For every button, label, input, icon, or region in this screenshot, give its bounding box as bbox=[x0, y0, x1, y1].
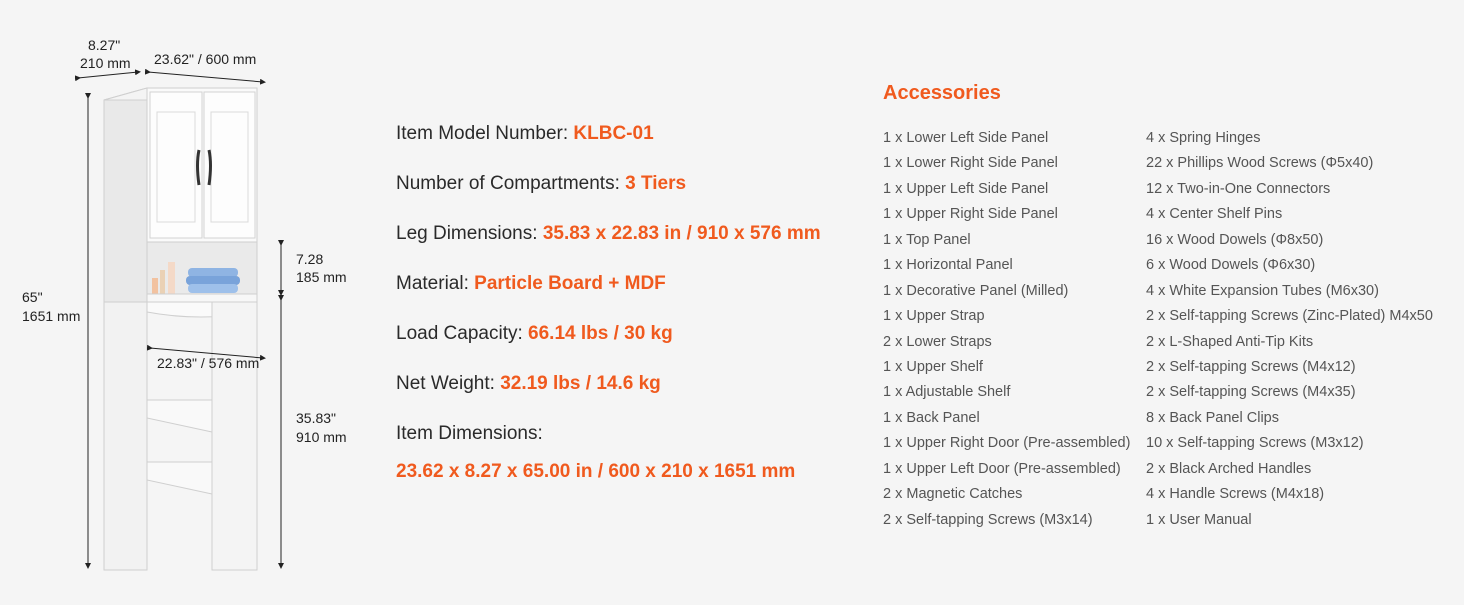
height-imperial: 65" bbox=[22, 289, 43, 305]
spec-weight-label: Net Weight: bbox=[396, 373, 495, 394]
accessory-item: 4 x Spring Hinges bbox=[1146, 130, 1261, 146]
accessory-item: 4 x Center Shelf Pins bbox=[1146, 206, 1283, 223]
spec-item-dims-value: 23.62 x 8.27 x 65.00 in / 600 x 210 x 1651 mm bbox=[396, 461, 796, 482]
spec-leg-value: 35.83 x 22.83 in / 910 x 576 mm bbox=[542, 223, 821, 244]
accessories-title: Accessories bbox=[883, 82, 1001, 104]
spec-model-label: Item Model Number: bbox=[396, 123, 569, 144]
accessory-item: 2 x Self-tapping Screws (M3x14) bbox=[883, 511, 1093, 528]
width-label: 23.62" / 600 mm bbox=[154, 51, 257, 67]
accessory-item: 4 x White Expansion Tubes (M6x30) bbox=[1146, 282, 1379, 299]
spec-load-capacity bbox=[396, 318, 821, 368]
accessory-item: 2 x Black Arched Handles bbox=[1146, 460, 1312, 477]
spec-load-label: Load Capacity: bbox=[396, 323, 523, 344]
accessory-item: 22 x Phillips Wood Screws (Φ5x40) bbox=[1146, 155, 1374, 172]
spec-compartments bbox=[396, 168, 821, 218]
accessory-item: 1 x Upper Right Side Panel bbox=[883, 206, 1058, 223]
accessory-item: 1 x Upper Left Door (Pre-assembled) bbox=[883, 460, 1121, 477]
spec-item-dims-label: Item Dimensions: bbox=[396, 423, 543, 444]
accessory-item: 2 x Magnetic Catches bbox=[883, 486, 1023, 503]
spec-leg-label: Leg Dimensions: bbox=[396, 223, 538, 244]
compartment-height-imperial: 7.28 bbox=[296, 251, 324, 267]
accessory-item: 12 x Two-in-One Connectors bbox=[1146, 180, 1331, 197]
spec-material-value: Particle Board + MDF bbox=[474, 273, 666, 294]
accessory-item: 1 x Upper Strap bbox=[883, 308, 985, 325]
height-metric: 1651 mm bbox=[22, 308, 81, 324]
spec-net-weight bbox=[396, 368, 821, 418]
accessory-item: 1 x Upper Right Door (Pre-assembled) bbox=[883, 435, 1131, 452]
depth-metric: 210 mm bbox=[80, 55, 131, 71]
accessory-item: 2 x Self-tapping Screws (Zinc-Plated) M4x50 bbox=[1146, 308, 1433, 325]
accessory-item: 1 x User Manual bbox=[1146, 511, 1252, 528]
accessory-item: 2 x Self-tapping Screws (M4x35) bbox=[1146, 384, 1356, 401]
accessory-item: 2 x Self-tapping Screws (M4x12) bbox=[1146, 358, 1356, 375]
specifications bbox=[396, 118, 821, 506]
accessory-item: 2 x L-Shaped Anti-Tip Kits bbox=[1146, 333, 1314, 350]
accessory-item: 10 x Self-tapping Screws (M3x12) bbox=[1146, 435, 1364, 452]
accessories-column-2 bbox=[1146, 128, 1433, 535]
spec-model bbox=[396, 118, 821, 168]
accessory-item: 6 x Wood Dowels (Φ6x30) bbox=[1146, 257, 1316, 274]
cabinet-illustration bbox=[0, 0, 380, 600]
product-diagram bbox=[0, 0, 380, 600]
accessory-item: 1 x Lower Right Side Panel bbox=[883, 155, 1058, 172]
spec-leg-dimensions bbox=[396, 218, 821, 268]
spec-load-value: 66.14 lbs / 30 kg bbox=[528, 323, 673, 344]
accessories-column-1 bbox=[883, 128, 1130, 535]
spec-weight-value: 32.19 lbs / 14.6 kg bbox=[500, 373, 661, 394]
leg-height-metric: 910 mm bbox=[296, 429, 347, 445]
accessory-item: 1 x Adjustable Shelf bbox=[883, 384, 1011, 401]
spec-model-value: KLBC-01 bbox=[573, 123, 654, 144]
accessory-item: 1 x Lower Left Side Panel bbox=[883, 130, 1049, 146]
spec-material-label: Material: bbox=[396, 273, 469, 294]
accessory-item: 1 x Top Panel bbox=[883, 231, 971, 248]
spec-compartments-value: 3 Tiers bbox=[625, 173, 687, 194]
accessory-item: 1 x Back Panel bbox=[883, 409, 980, 426]
accessory-item: 1 x Upper Left Side Panel bbox=[883, 180, 1049, 197]
depth-imperial: 8.27" bbox=[88, 37, 121, 53]
accessory-item: 2 x Lower Straps bbox=[883, 333, 992, 350]
leg-height-imperial: 35.83" bbox=[296, 410, 337, 426]
accessory-item: 4 x Handle Screws (M4x18) bbox=[1146, 486, 1325, 503]
compartment-height-metric: 185 mm bbox=[296, 269, 347, 285]
accessory-item: 1 x Upper Shelf bbox=[883, 358, 983, 375]
leg-width-label: 22.83" / 576 mm bbox=[157, 355, 260, 371]
accessory-item: 16 x Wood Dowels (Φ8x50) bbox=[1146, 231, 1324, 248]
accessory-item: 1 x Horizontal Panel bbox=[883, 257, 1013, 274]
accessory-item: 1 x Decorative Panel (Milled) bbox=[883, 282, 1069, 299]
accessory-item: 8 x Back Panel Clips bbox=[1146, 409, 1279, 426]
spec-material bbox=[396, 268, 821, 318]
spec-compartments-label: Number of Compartments: bbox=[396, 173, 620, 194]
